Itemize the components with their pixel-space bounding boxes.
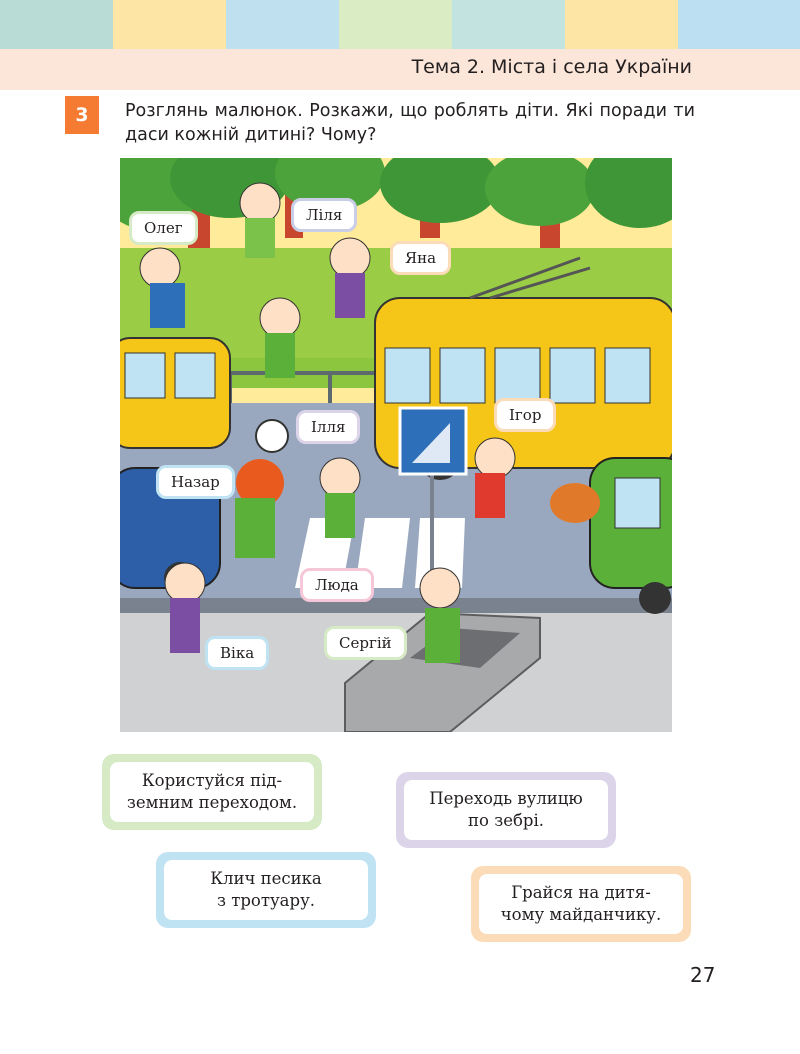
- advice-text: Користуйся під- земним переходом.: [110, 762, 314, 822]
- advice-card: [156, 852, 376, 928]
- name-label-oleh: Олег: [129, 211, 198, 245]
- stripe: [226, 0, 339, 49]
- name-label-nazar: Назар: [156, 465, 235, 499]
- advice-text: Грайся на дитя- чому майданчику.: [479, 874, 683, 934]
- name-label-liuda: Люда: [300, 568, 374, 602]
- name-label-ihor: Ігор: [494, 398, 556, 432]
- stripe: [113, 0, 226, 49]
- name-label-yana: Яна: [390, 241, 451, 275]
- name-label-lilia: Ліля: [291, 198, 357, 232]
- advice-card: [471, 866, 691, 942]
- name-label-serhii: Сергій: [324, 626, 407, 660]
- advice-card: [396, 772, 616, 848]
- stripe: [452, 0, 565, 49]
- header-stripes: [0, 0, 800, 49]
- name-label-illia: Ілля: [296, 410, 360, 444]
- theme-title: Тема 2. Міста і села України: [411, 56, 692, 78]
- street-illustration: [120, 158, 672, 732]
- stripe: [339, 0, 452, 49]
- advice-text: Клич песика з тротуару.: [164, 860, 368, 920]
- task-instructions: Розглянь малюнок. Розкажи, що роблять діти. Які поради ти даси кожній дитині? Чому?: [125, 101, 695, 145]
- advice-text: Переходь вулицю по зебрі.: [404, 780, 608, 840]
- stripe: [678, 0, 800, 49]
- task-number-badge: 3: [65, 96, 99, 134]
- page-number: 27: [690, 963, 716, 987]
- advice-card: [102, 754, 322, 830]
- stripe: [0, 0, 113, 49]
- name-label-vika: Віка: [205, 636, 269, 670]
- stripe: [565, 0, 678, 49]
